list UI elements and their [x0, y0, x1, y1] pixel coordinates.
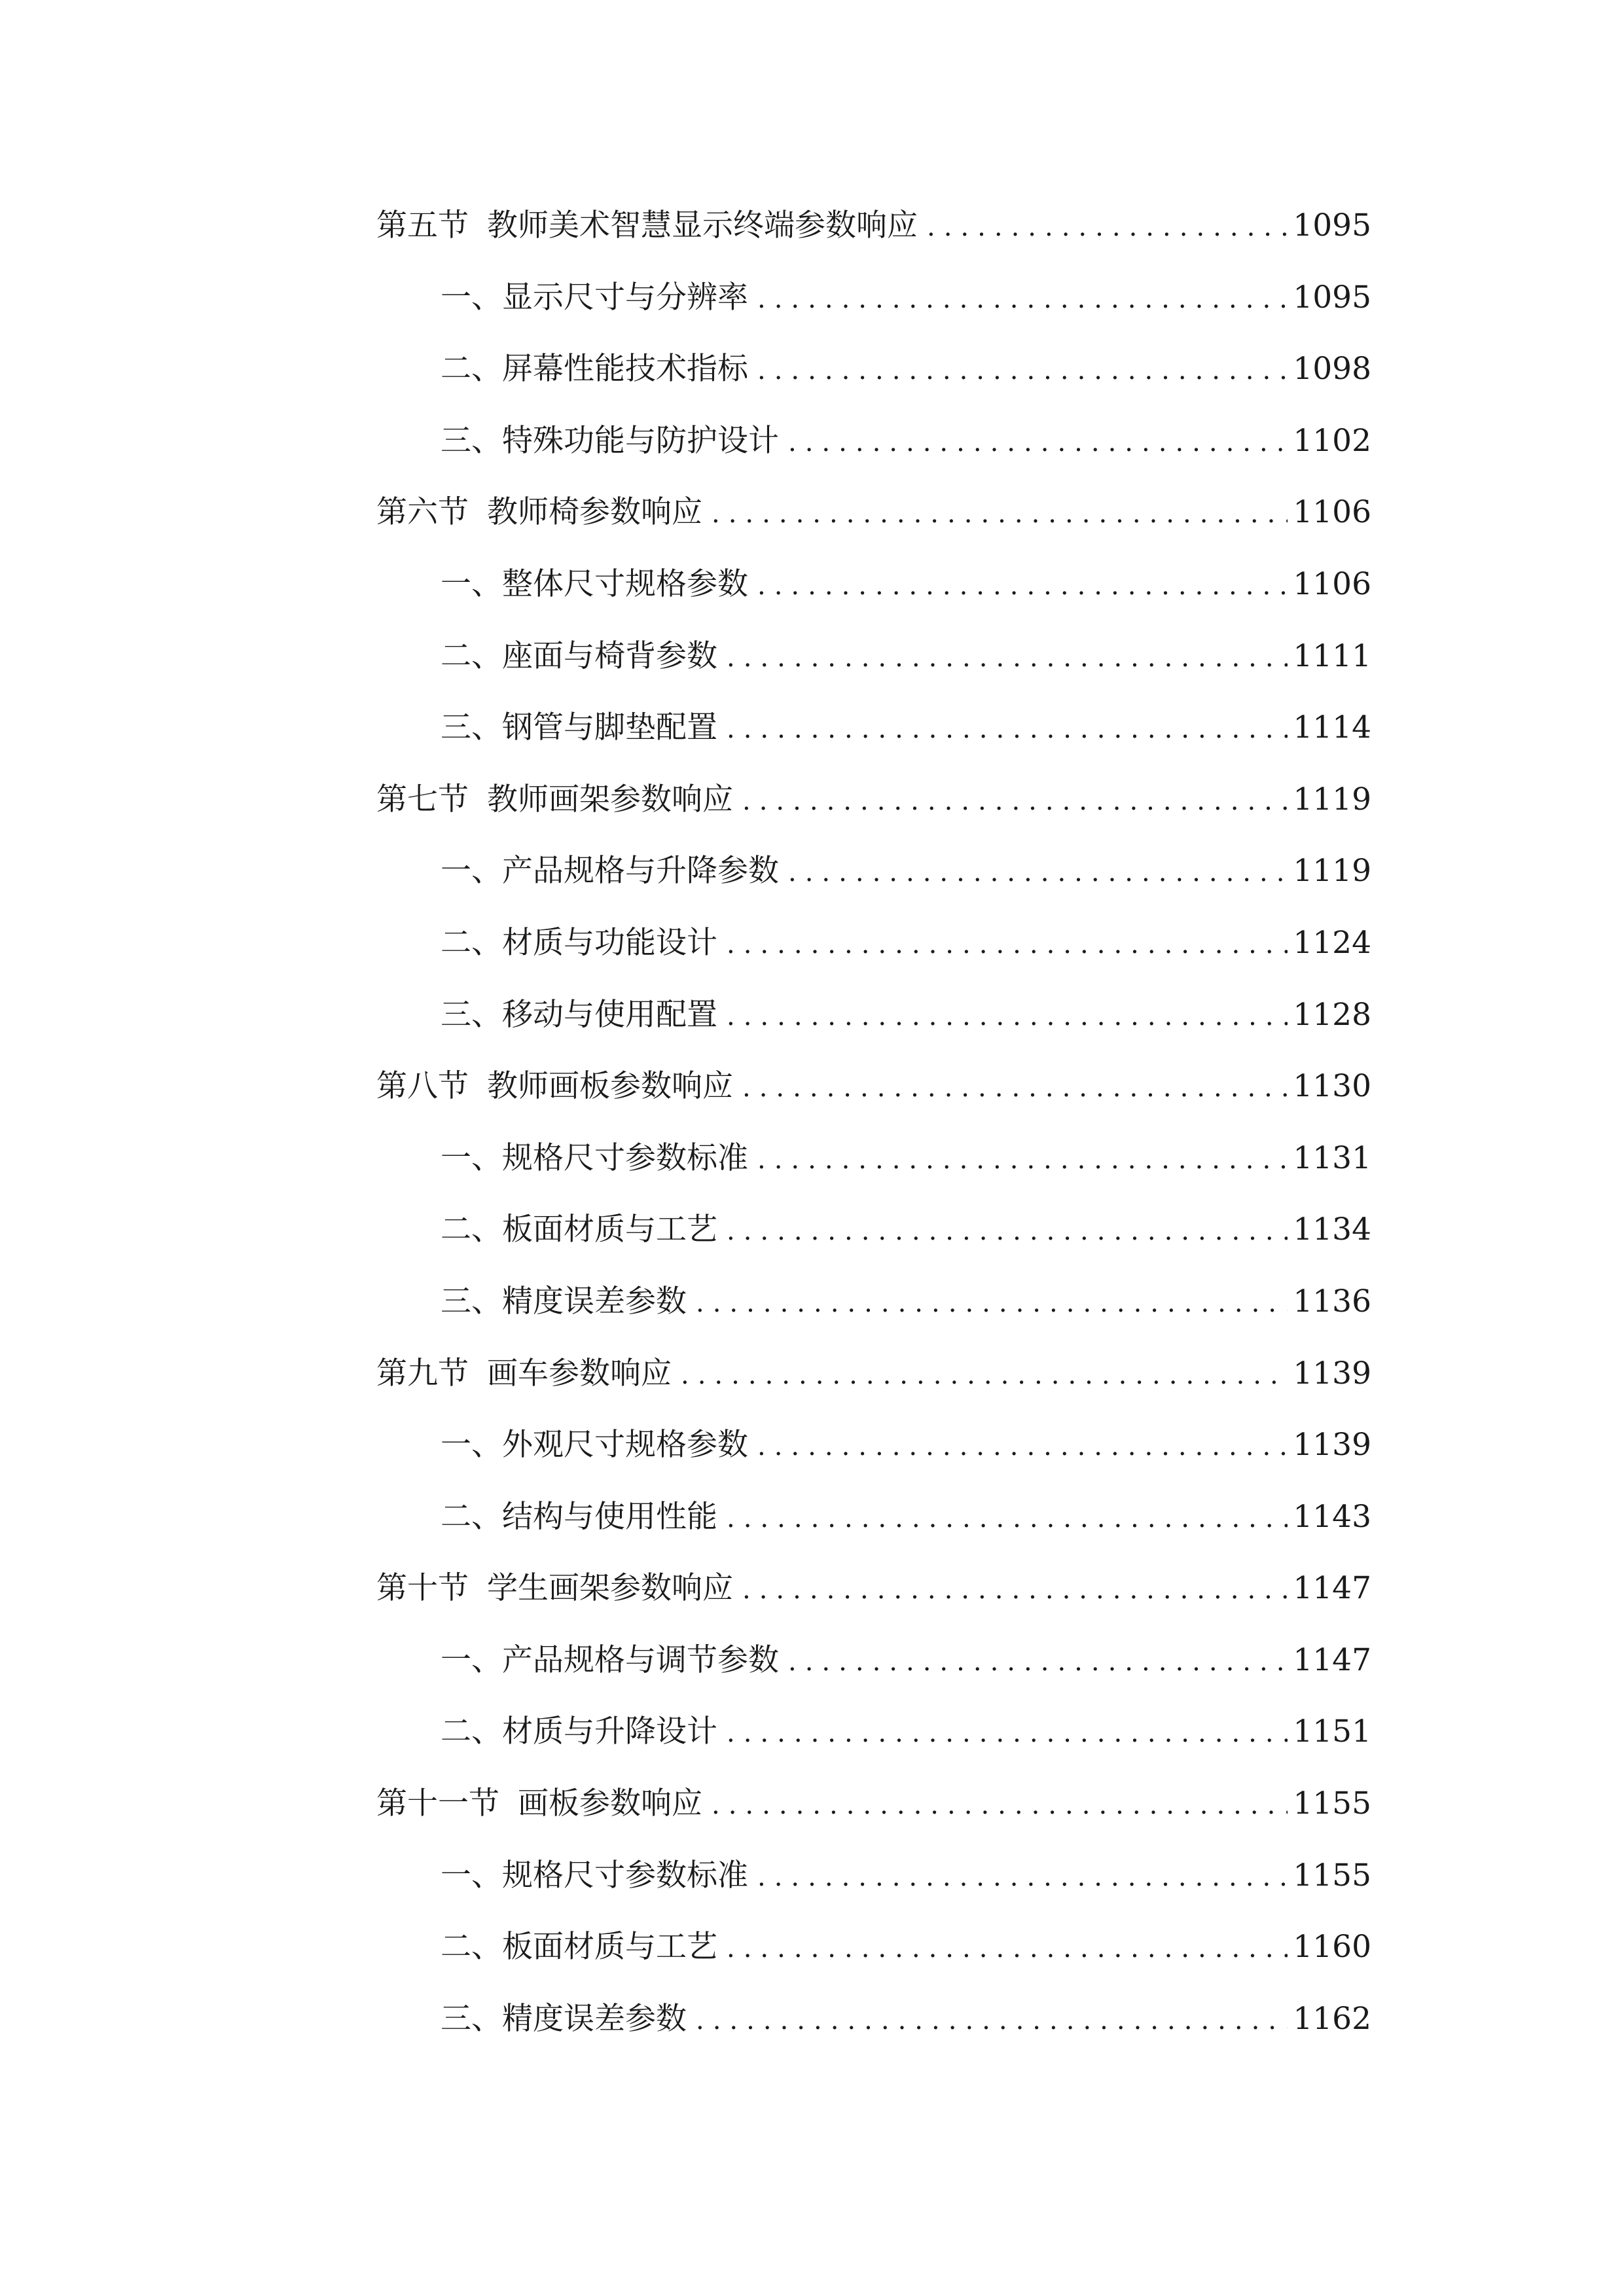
toc-entry-page-number: 1139	[1293, 1427, 1371, 1463]
toc-entry-page-number: 1119	[1293, 781, 1371, 817]
toc-entry-page-number: 1095	[1293, 207, 1371, 243]
toc-section-entry[interactable]	[376, 1050, 1371, 1122]
dot-leader	[788, 1626, 1288, 1698]
toc-entry-page-number: 1095	[1293, 279, 1371, 315]
toc-entry-title: 学生画架参数响应	[487, 1570, 733, 1607]
toc-entry-title: 外观尺寸规格参数	[502, 1427, 748, 1463]
toc-entry-title: 精度误差参数	[502, 1283, 687, 1319]
toc-entry-number: 第九节	[376, 1355, 469, 1391]
toc-section-entry[interactable]	[376, 1338, 1371, 1410]
toc-entry-title: 结构与使用性能	[502, 1498, 717, 1535]
toc-entry-page-number: 1114	[1293, 709, 1371, 746]
toc-entry-number: 第六节	[376, 494, 469, 531]
toc-subsection-entry[interactable]	[376, 835, 1371, 907]
toc-entry-page-number: 1162	[1293, 2000, 1371, 2037]
toc-entry-page-number: 1151	[1293, 1713, 1371, 1750]
toc-entry-title: 屏幕性能技术指标	[502, 351, 748, 387]
toc-entry-number: 第七节	[376, 781, 469, 817]
dot-leader	[727, 1483, 1288, 1555]
toc-section-entry[interactable]	[376, 476, 1371, 548]
toc-entry-title: 教师椅参数响应	[487, 494, 702, 531]
dot-leader	[727, 981, 1288, 1053]
toc-entry-title: 教师画架参数响应	[487, 781, 733, 817]
toc-entry-title: 精度误差参数	[502, 2000, 687, 2037]
toc-entry-page-number: 1143	[1293, 1498, 1371, 1535]
toc-entry-page-number: 1131	[1293, 1139, 1371, 1176]
toc-entry-title: 整体尺寸规格参数	[502, 565, 748, 602]
toc-entry-title: 特殊功能与防护设计	[502, 422, 779, 459]
toc-entry-page-number: 1155	[1293, 1857, 1371, 1893]
dot-leader	[727, 622, 1288, 694]
dot-leader	[757, 1411, 1288, 1483]
toc-subsection-entry[interactable]	[376, 1409, 1371, 1481]
toc-entry-number: 三、	[441, 422, 502, 459]
table-of-contents	[376, 190, 1371, 2054]
toc-entry-page-number: 1128	[1293, 996, 1371, 1033]
toc-entry-title: 产品规格与升降参数	[502, 853, 779, 889]
toc-subsection-entry[interactable]	[376, 333, 1371, 405]
toc-entry-page-number: 1139	[1293, 1355, 1371, 1391]
toc-entry-number: 三、	[441, 1283, 502, 1319]
dot-leader	[788, 407, 1288, 479]
toc-subsection-entry[interactable]	[376, 692, 1371, 764]
dot-leader	[788, 837, 1288, 909]
toc-entry-page-number: 1098	[1293, 351, 1371, 387]
dot-leader	[742, 1554, 1288, 1626]
toc-entry-title: 座面与椅背参数	[502, 637, 717, 674]
dot-leader	[712, 1770, 1288, 1842]
toc-entry-number: 一、	[441, 1139, 502, 1176]
toc-entry-title: 移动与使用配置	[502, 996, 717, 1033]
dot-leader	[757, 335, 1288, 407]
toc-section-entry[interactable]	[376, 1768, 1371, 1840]
toc-entry-title: 规格尺寸参数标准	[502, 1139, 748, 1176]
dot-leader	[727, 909, 1288, 981]
toc-subsection-entry[interactable]	[376, 1194, 1371, 1266]
toc-entry-number: 一、	[441, 1857, 502, 1893]
dot-leader	[727, 1913, 1288, 1985]
toc-entry-number: 一、	[441, 565, 502, 602]
toc-subsection-entry[interactable]	[376, 620, 1371, 692]
dot-leader	[696, 1985, 1288, 2057]
toc-entry-title: 画板参数响应	[518, 1785, 702, 1822]
toc-entry-page-number: 1102	[1293, 422, 1371, 459]
toc-subsection-entry[interactable]	[376, 979, 1371, 1051]
toc-section-entry[interactable]	[376, 190, 1371, 262]
toc-entry-title: 板面材质与工艺	[502, 1929, 717, 1965]
toc-entry-page-number: 1147	[1293, 1641, 1371, 1678]
toc-entry-number: 一、	[441, 279, 502, 315]
dot-leader	[757, 1842, 1288, 1914]
toc-entry-number: 一、	[441, 1427, 502, 1463]
toc-entry-title: 材质与升降设计	[502, 1713, 717, 1750]
toc-entry-page-number: 1130	[1293, 1068, 1371, 1105]
toc-entry-number: 二、	[441, 351, 502, 387]
dot-leader	[727, 694, 1288, 766]
toc-entry-page-number: 1147	[1293, 1570, 1371, 1607]
toc-entry-title: 材质与功能设计	[502, 924, 717, 961]
dot-leader	[757, 1124, 1288, 1196]
toc-entry-number: 二、	[441, 637, 502, 674]
toc-subsection-entry[interactable]	[376, 1840, 1371, 1912]
dot-leader	[727, 1698, 1288, 1770]
toc-entry-page-number: 1160	[1293, 1929, 1371, 1965]
toc-entry-number: 二、	[441, 1713, 502, 1750]
toc-entry-page-number: 1111	[1293, 637, 1371, 674]
dot-leader	[927, 192, 1288, 264]
dot-leader	[757, 264, 1288, 336]
dot-leader	[742, 1052, 1288, 1124]
toc-entry-page-number: 1106	[1293, 494, 1371, 531]
toc-subsection-entry[interactable]	[376, 262, 1371, 334]
toc-entry-number: 第五节	[376, 207, 469, 243]
toc-entry-title: 板面材质与工艺	[502, 1211, 717, 1248]
toc-subsection-entry[interactable]	[376, 1122, 1371, 1194]
dot-leader	[712, 478, 1288, 550]
toc-section-entry[interactable]	[376, 764, 1371, 836]
toc-entry-page-number: 1134	[1293, 1211, 1371, 1248]
dot-leader	[681, 1340, 1288, 1412]
toc-entry-number: 第十一节	[376, 1785, 499, 1822]
dot-leader	[727, 1196, 1288, 1268]
toc-entry-title: 规格尺寸参数标准	[502, 1857, 748, 1893]
toc-entry-page-number: 1119	[1293, 853, 1371, 889]
toc-entry-number: 二、	[441, 1211, 502, 1248]
toc-entry-title: 钢管与脚垫配置	[502, 709, 717, 746]
toc-entry-number: 一、	[441, 853, 502, 889]
toc-entry-page-number: 1136	[1293, 1283, 1371, 1319]
dot-leader	[757, 550, 1288, 622]
toc-entry-page-number: 1124	[1293, 924, 1371, 961]
toc-section-entry[interactable]	[376, 1552, 1371, 1624]
toc-entry-title: 教师画板参数响应	[487, 1068, 733, 1105]
toc-subsection-entry[interactable]	[376, 1624, 1371, 1696]
toc-entry-title: 产品规格与调节参数	[502, 1641, 779, 1678]
toc-subsection-entry[interactable]	[376, 1266, 1371, 1338]
dot-leader	[696, 1268, 1288, 1340]
toc-entry-number: 第十节	[376, 1570, 469, 1607]
toc-entry-title: 画车参数响应	[487, 1355, 672, 1391]
toc-subsection-entry[interactable]	[376, 1481, 1371, 1553]
toc-subsection-entry[interactable]	[376, 1696, 1371, 1768]
toc-entry-number: 三、	[441, 2000, 502, 2037]
toc-subsection-entry[interactable]	[376, 548, 1371, 620]
toc-entry-number: 三、	[441, 709, 502, 746]
toc-entry-number: 二、	[441, 1929, 502, 1965]
toc-entry-page-number: 1155	[1293, 1785, 1371, 1822]
toc-entry-title: 显示尺寸与分辨率	[502, 279, 748, 315]
toc-entry-title: 教师美术智慧显示终端参数响应	[487, 207, 918, 243]
toc-entry-number: 二、	[441, 924, 502, 961]
toc-entry-number: 一、	[441, 1641, 502, 1678]
toc-subsection-entry[interactable]	[376, 1983, 1371, 2055]
toc-subsection-entry[interactable]	[376, 405, 1371, 477]
toc-entry-page-number: 1106	[1293, 565, 1371, 602]
toc-entry-number: 二、	[441, 1498, 502, 1535]
toc-subsection-entry[interactable]	[376, 1911, 1371, 1983]
dot-leader	[742, 766, 1288, 838]
toc-entry-number: 三、	[441, 996, 502, 1033]
toc-entry-number: 第八节	[376, 1068, 469, 1105]
toc-subsection-entry[interactable]	[376, 907, 1371, 979]
